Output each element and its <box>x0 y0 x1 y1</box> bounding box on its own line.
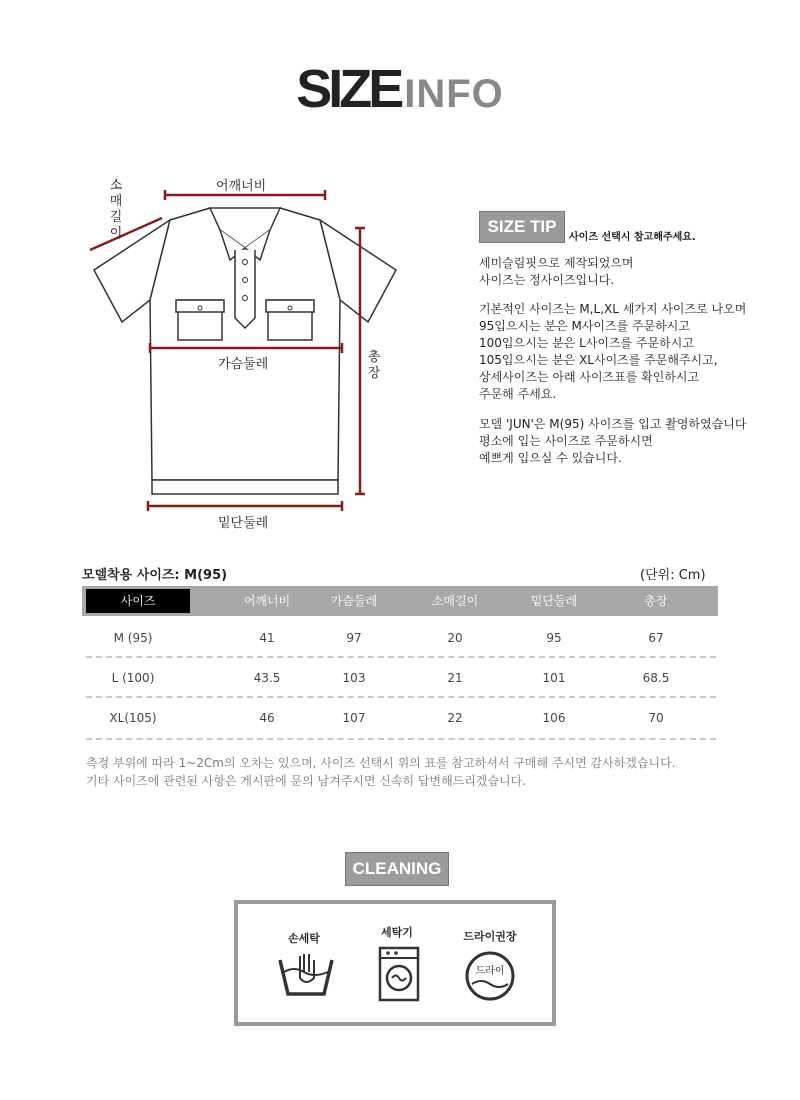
table-cell: 22 <box>447 711 463 725</box>
washing-machine-label: 세탁기 <box>381 926 413 939</box>
tip-line: 모델 'JUN'은 M(95) 사이즈를 입고 촬영하였습니다 <box>479 417 747 431</box>
dry-clean-icon-text: 드라이 <box>475 966 505 977</box>
header-cell: 소매길이 <box>431 594 479 608</box>
tip-line: 평소에 입는 사이즈로 주문하시면 <box>479 434 653 448</box>
sleeve-length-label <box>108 178 124 242</box>
hem-label: 밑단둘레 <box>218 516 269 531</box>
row-divider <box>86 738 716 740</box>
washing-machine-icon <box>378 946 420 1002</box>
tip-line: 예쁘게 입으실 수 있습니다. <box>479 451 622 465</box>
tip-line: 주문해 주세요. <box>479 387 557 401</box>
table-cell: 101 <box>542 671 566 685</box>
dry-clean-label: 드라이권장 <box>463 930 517 943</box>
total-length-char: 총 <box>367 350 381 365</box>
total-length-label <box>366 350 382 382</box>
total-length-char: 장 <box>367 366 381 381</box>
table-cell: 107 <box>342 711 366 725</box>
table-cell: 70 <box>648 711 664 725</box>
page-title <box>0 58 800 120</box>
header-cell: 총장 <box>644 594 668 608</box>
inquiry-note: 기타 사이즈에 관련된 사항은 게시판에 문의 남겨주시면 신속히 답변해드리겠습니다. <box>86 774 527 788</box>
cleaning-badge: CLEANING <box>345 852 449 886</box>
hand-wash-label: 손세탁 <box>288 932 320 945</box>
table-row <box>82 698 718 738</box>
tip-line: 상세사이즈는 아래 사이즈표를 확인하시고 <box>479 370 700 384</box>
tip-line: 사이즈는 정사이즈입니다. <box>479 273 615 287</box>
table-cell: 103 <box>342 671 366 685</box>
table-cell: M (95) <box>113 631 153 645</box>
header-cell: 어깨너비 <box>243 594 291 608</box>
tip-line: 세미슬림핏으로 제작되었으며 <box>479 256 634 270</box>
shoulder-width-label: 어깨너비 <box>216 179 267 194</box>
sleeve-length-char: 길 <box>109 210 123 225</box>
size-table-header <box>82 586 718 616</box>
tip-line: 기본적인 사이즈는 M,L,XL 세가지 사이즈로 나오며 <box>479 302 747 316</box>
table-cell: 95 <box>546 631 562 645</box>
table-row <box>82 658 718 698</box>
table-cell: 41 <box>259 631 275 645</box>
table-cell: L (100) <box>111 671 155 685</box>
header-cell: 사이즈 <box>86 589 190 613</box>
chest-label: 가슴둘레 <box>218 357 269 372</box>
sleeve-length-char: 매 <box>109 194 123 209</box>
header-cell: 밑단둘레 <box>530 594 578 608</box>
tip-line: 100입으시는 분은 L사이즈를 주문하시고 <box>479 336 694 350</box>
model-size-label: 모델착용 사이즈: M(95) <box>82 568 228 583</box>
table-cell: 20 <box>447 631 463 645</box>
table-row <box>82 618 718 658</box>
size-tip-note: 사이즈 선택시 참고해주세요. <box>569 232 696 243</box>
tip-line: 95입으시는 분은 M사이즈를 주문하시고 <box>479 319 690 333</box>
sleeve-length-char: 소 <box>109 178 123 193</box>
cleaning-box <box>234 900 556 1026</box>
title-size: SIZE <box>296 59 401 119</box>
hand-wash-icon <box>276 950 336 998</box>
table-cell: 67 <box>648 631 664 645</box>
title-info: INFO <box>404 72 504 116</box>
table-cell: 106 <box>542 711 566 725</box>
table-cell: XL(105) <box>109 711 157 725</box>
table-cell: 43.5 <box>253 671 281 685</box>
measurement-note: 측정 부위에 따라 1~2Cm의 오차는 있으며, 사이즈 선택시 위의 표를 참고하셔서 구매해 주시면 감사하겠습니다. <box>86 756 676 770</box>
tip-line: 105입으시는 분은 XL사이즈를 주문해주시고, <box>479 353 718 367</box>
table-cell: 68.5 <box>642 671 670 685</box>
size-tip-badge: SIZE TIP <box>479 211 565 243</box>
header-cell: 가슴둘레 <box>330 594 378 608</box>
sleeve-length-char: 이 <box>109 226 123 241</box>
table-cell: 46 <box>259 711 275 725</box>
unit-label: (단위: Cm) <box>640 568 706 583</box>
table-cell: 97 <box>346 631 362 645</box>
shirt-illustration <box>94 208 396 494</box>
table-cell: 21 <box>447 671 463 685</box>
